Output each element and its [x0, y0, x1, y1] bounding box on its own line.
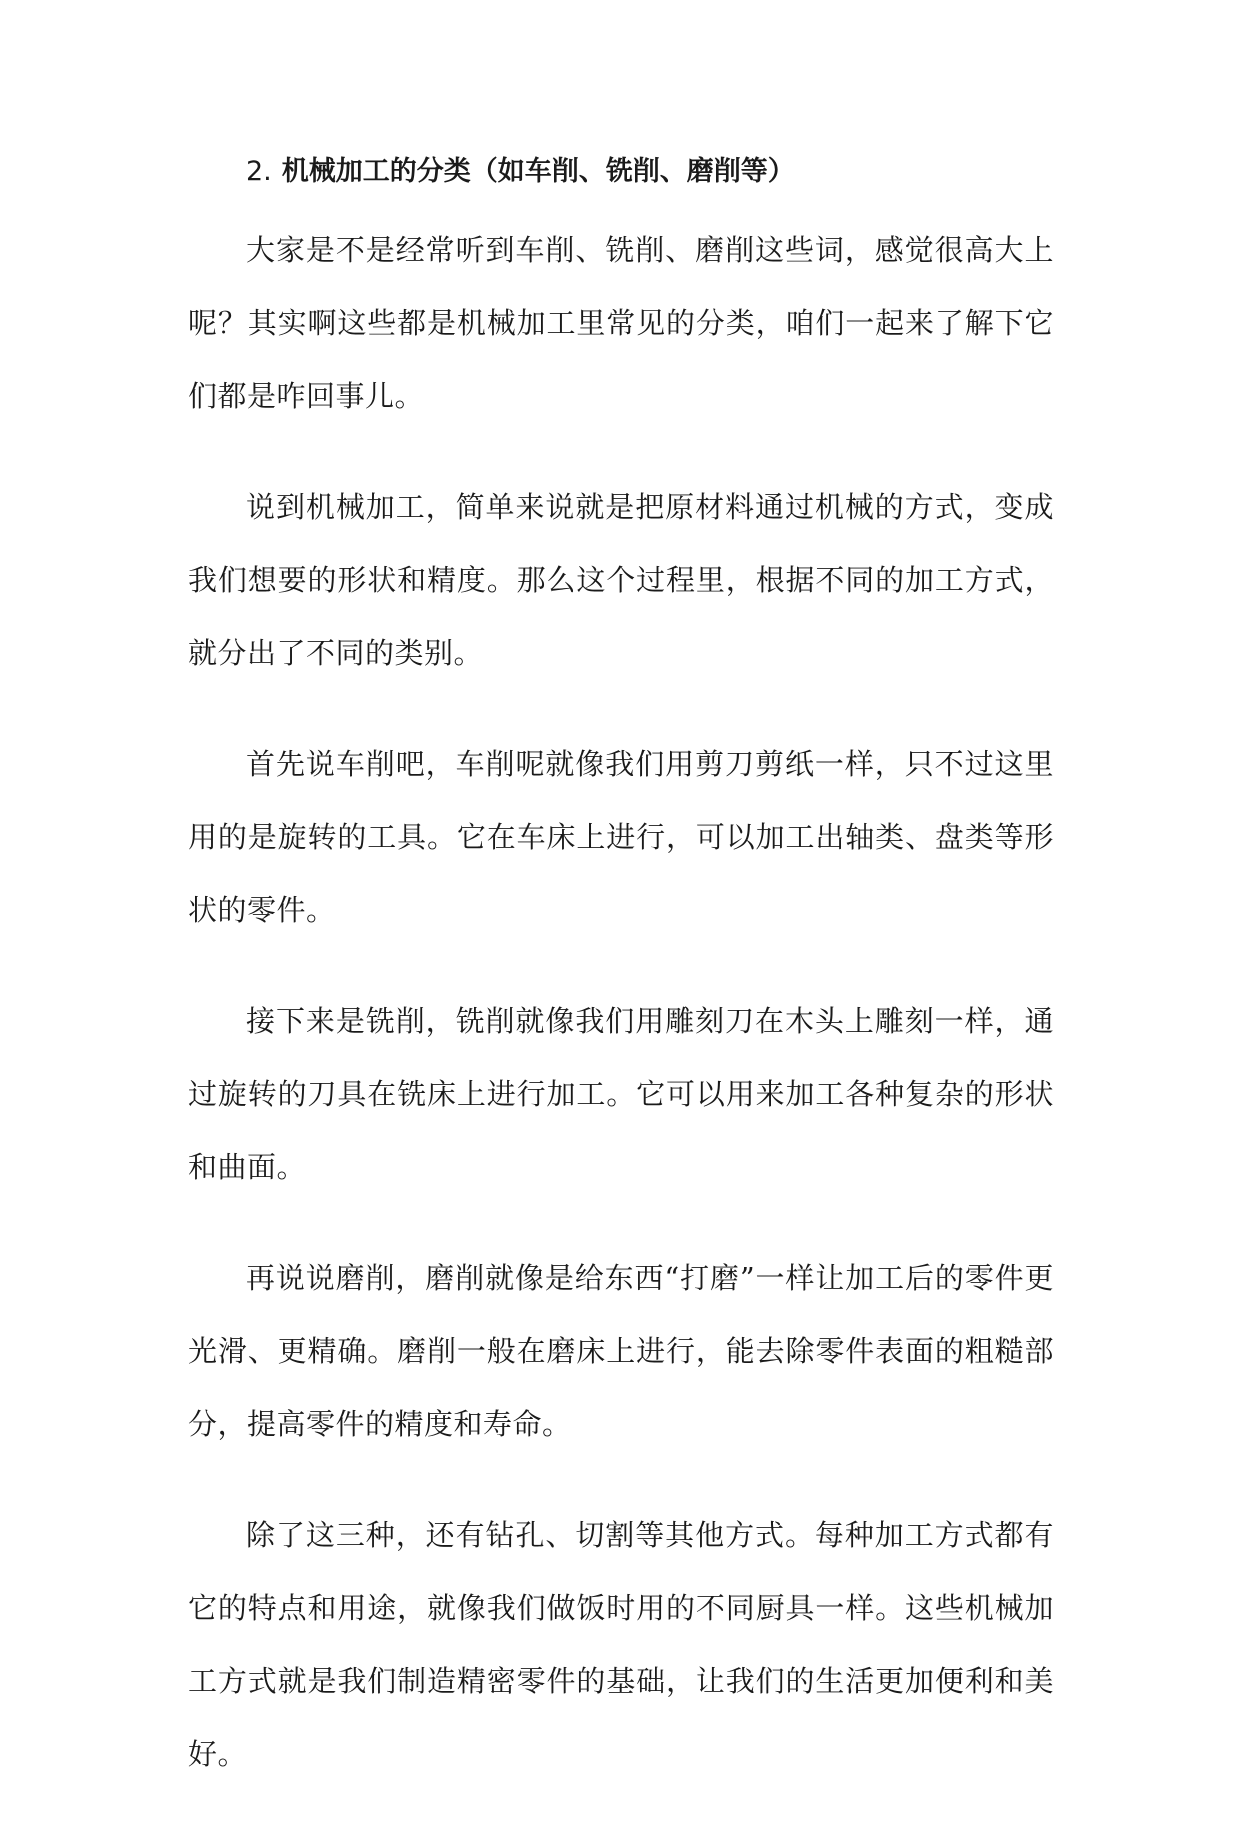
paragraph-grinding: 再说说磨削，磨削就像是给东西“打磨”一样让加工后的零件更光滑、更精确。磨削一般在磨床上进行，能去除零件表面的粗糙部分，提高零件的精度和寿命。: [188, 1261, 1054, 1441]
paragraph-intro: 大家是不是经常听到车削、铣削、磨削这些词，感觉很高大上呢？其实啊这些都是机械加工里常见的分类，咱们一起来了解下它们都是咋回事儿。: [188, 233, 1054, 413]
paragraph-conclusion: 除了这三种，还有钻孔、切割等其他方式。每种加工方式都有它的特点和用途，就像我们做饭时用的不同厨具一样。这些机械加工方式就是我们制造精密零件的基础，让我们的生活更加便利和美好。: [188, 1518, 1054, 1771]
section-heading: [246, 152, 795, 192]
body-text: [188, 214, 1054, 1829]
paragraph-turning: 首先说车削吧，车削呢就像我们用剪刀剪纸一样，只不过这里用的是旋转的工具。它在车床上进行，可以加工出轴类、盘类等形状的零件。: [188, 747, 1054, 927]
paragraph-definition: 说到机械加工，简单来说就是把原材料通过机械的方式，变成我们想要的形状和精度。那么这个过程里，根据不同的加工方式，就分出了不同的类别。: [188, 490, 1054, 670]
section-title: 机械加工的分类（如车削、铣削、磨削等）: [281, 156, 795, 187]
paragraph-milling: 接下来是铣削，铣削就像我们用雕刻刀在木头上雕刻一样，通过旋转的刀具在铣床上进行加工。它可以用来加工各种复杂的形状和曲面。: [188, 1004, 1054, 1184]
section-number: 2.: [246, 156, 272, 187]
